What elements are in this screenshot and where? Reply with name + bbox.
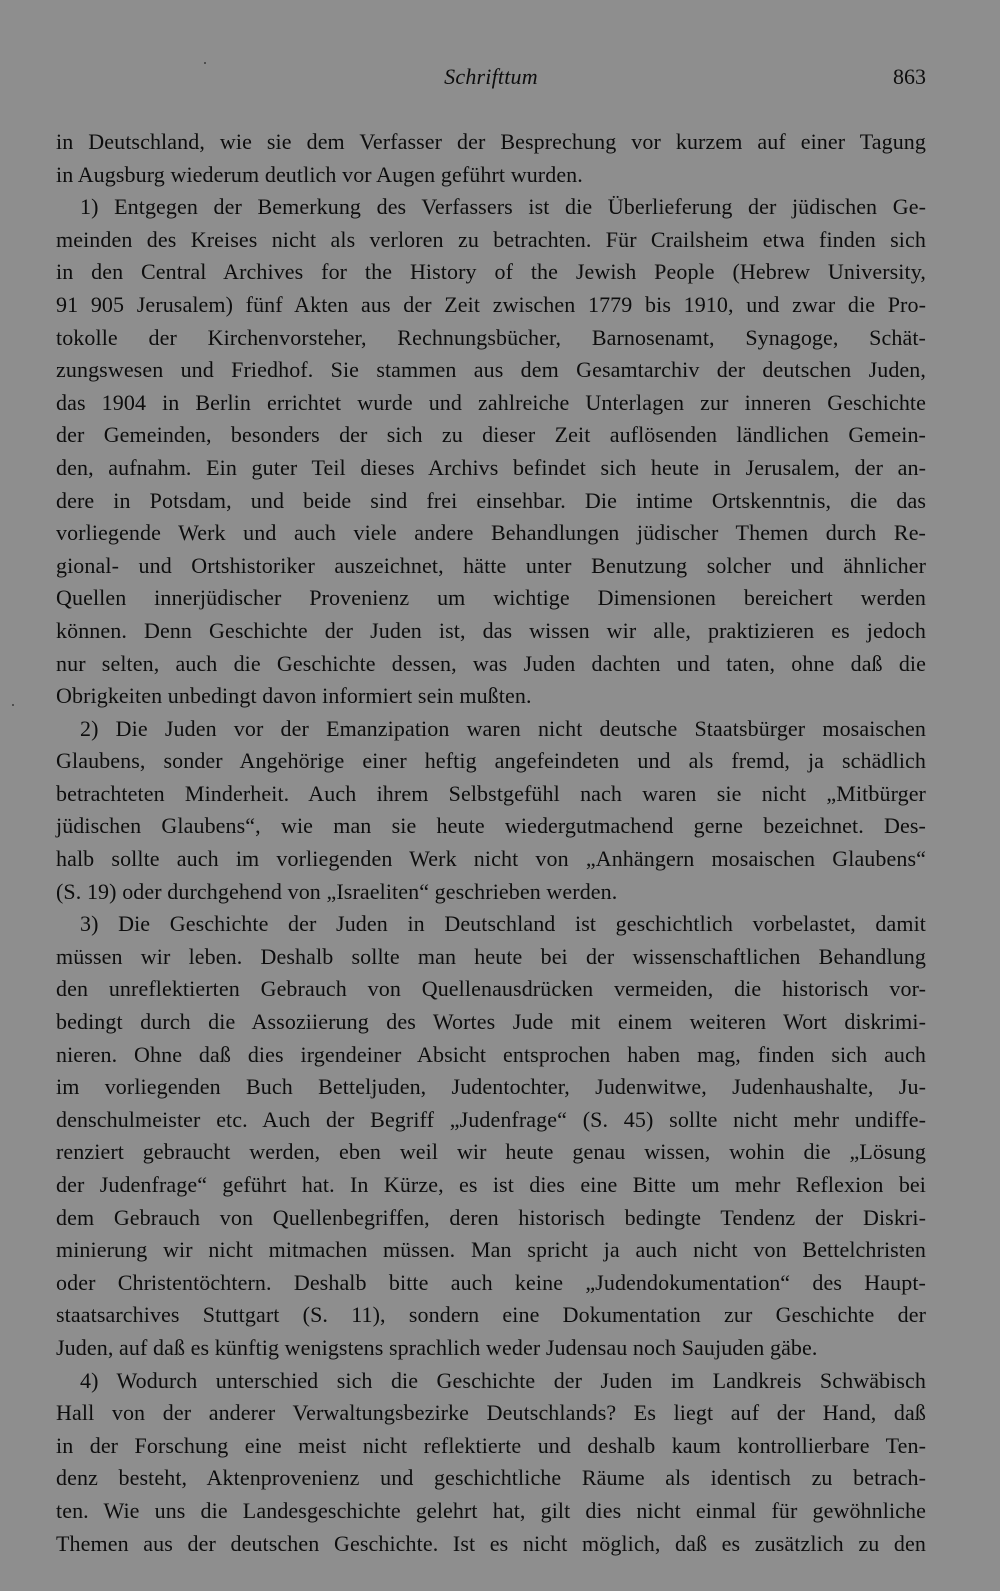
text-line: den unreflektierten Gebrauch von Quellenausdrücken vermeiden, die historisch vor- bbox=[56, 976, 926, 1002]
page-header bbox=[56, 64, 926, 98]
text-line: renziert gebraucht werden, eben weil wir heute genau wissen, wohin die „Lösung bbox=[56, 1139, 926, 1165]
text-line: nur selten, auch die Geschichte dessen, was Juden dachten und taten, ohne daß die bbox=[56, 650, 926, 676]
page-number: 863 bbox=[893, 64, 926, 89]
scan-speck bbox=[204, 62, 206, 64]
text-line: halb sollte auch im vorliegenden Werk nicht von „Anhängern mosaischen Glaubens“ bbox=[56, 846, 926, 872]
text-line: 3) Die Geschichte der Juden in Deutschland ist geschichtlich vorbelastet, damit bbox=[80, 911, 926, 937]
text-line: den, aufnahm. Ein guter Teil dieses Archivs befindet sich heute in Jerusalem, der an- bbox=[56, 454, 926, 480]
text-line: denschulmeister etc. Auch der Begriff „Judenfrage“ (S. 45) sollte nicht mehr undiffe- bbox=[56, 1106, 926, 1132]
text-line: bedingt durch die Assoziierung des Wortes Jude mit einem weiteren Wort diskrimi- bbox=[56, 1009, 926, 1035]
text-line: im vorliegenden Buch Betteljuden, Judentochter, Judenwitwe, Judenhaushalte, Ju- bbox=[56, 1074, 926, 1100]
text-line: Glaubens, sonder Angehörige einer heftig angefeindeten und als fremd, ja schädlich bbox=[56, 748, 926, 774]
body-text bbox=[56, 126, 926, 1560]
text-line: in der Forschung eine meist nicht reflektierte und deshalb kaum kontrollierbare Ten- bbox=[56, 1432, 926, 1458]
text-line: der Judenfrage“ geführt hat. In Kürze, es ist dies eine Bitte um mehr Reflexion bei bbox=[56, 1172, 926, 1197]
text-line: dere in Potsdam, und beide sind frei einsehbar. Die intime Ortskenntnis, die das bbox=[56, 487, 926, 513]
text-line: Juden, auf daß es künftig wenigstens sprachlich weder Judensau noch Saujuden gäbe. bbox=[56, 1334, 818, 1360]
text-line: müssen wir leben. Deshalb sollte man heute bei der wissenschaftlichen Behandlung bbox=[56, 943, 926, 969]
text-line: 1) Entgegen der Bemerkung des Verfassers ist die Überlieferung der jüdischen Ge- bbox=[80, 194, 926, 220]
text-line: nieren. Ohne daß dies irgendeiner Absicht entsprochen haben mag, finden sich auch bbox=[56, 1041, 926, 1067]
text-line: Obrigkeiten unbedingt davon informiert sein mußten. bbox=[56, 683, 532, 709]
text-line: in den Central Archives for the History of the Jewish People (Hebrew University, bbox=[56, 259, 926, 285]
text-line: Hall von der anderer Verwaltungsbezirke Deutschlands? Es liegt auf der Hand, daß bbox=[56, 1400, 926, 1426]
text-line: denz besteht, Aktenprovenienz und geschichtliche Räume als identisch zu betrach- bbox=[56, 1465, 926, 1491]
text-line: 2) Die Juden vor der Emanzipation waren nicht deutsche Staatsbürger mosaischen bbox=[80, 715, 926, 741]
text-line: das 1904 in Berlin errichtet wurde und zahlreiche Unterlagen zur inneren Geschichte bbox=[56, 389, 926, 415]
text-line: in Augsburg wiederum deutlich vor Augen geführt wurden. bbox=[56, 161, 583, 187]
text-line: staatsarchives Stuttgart (S. 11), sondern eine Dokumentation zur Geschichte der bbox=[56, 1302, 926, 1328]
text-line: meinden des Kreises nicht als verloren zu betrachten. Für Crailsheim etwa finden sich bbox=[56, 226, 926, 252]
text-line: der Gemeinden, besonders der sich zu dieser Zeit auflösenden ländlichen Gemein- bbox=[56, 422, 926, 448]
text-line: oder Christentöchtern. Deshalb bitte auch keine „Judendokumentation“ des Haupt- bbox=[56, 1269, 926, 1295]
text-line: tokolle der Kirchenvorsteher, Rechnungsbücher, Barnosenamt, Synagoge, Schät- bbox=[56, 324, 926, 350]
text-line: in Deutschland, wie sie dem Verfasser der Besprechung vor kurzem auf einer Tagung bbox=[56, 129, 926, 154]
text-line: Themen aus der deutschen Geschichte. Ist es nicht möglich, daß es zusätzlich zu den bbox=[56, 1530, 926, 1556]
text-line: jüdischen Glaubens“, wie man sie heute wiedergutmachend gerne bezeichnet. Des- bbox=[56, 813, 926, 839]
text-line: betrachteten Minderheit. Auch ihrem Selbstgefühl nach waren sie nicht „Mitbürger bbox=[56, 780, 926, 806]
text-line: 91 905 Jerusalem) fünf Akten aus der Zeit zwischen 1779 bis 1910, und zwar die Pro- bbox=[56, 291, 926, 317]
text-line: (S. 19) oder durchgehend von „Israeliten“ geschrieben werden. bbox=[56, 878, 618, 904]
text-line: zungswesen und Friedhof. Sie stammen aus dem Gesamtarchiv der deutschen Juden, bbox=[56, 357, 926, 383]
running-title: Schrifttum bbox=[444, 64, 538, 89]
text-line: gional- und Ortshistoriker auszeichnet, hätte unter Benutzung solcher und ähnlicher bbox=[56, 552, 926, 578]
text-line: Quellen innerjüdischer Provenienz um wichtige Dimensionen bereichert werden bbox=[56, 585, 926, 611]
text-line: ten. Wie uns die Landesgeschichte gelehrt hat, gilt dies nicht einmal für gewöhnliche bbox=[56, 1497, 926, 1523]
text-line: können. Denn Geschichte der Juden ist, das wissen wir alle, praktizieren es jedoch bbox=[56, 617, 926, 643]
text-line: dem Gebrauch von Quellenbegriffen, deren historisch bedingte Tendenz der Diskri- bbox=[56, 1204, 926, 1230]
text-line: minierung wir nicht mitmachen müssen. Man spricht ja auch nicht von Bettelchristen bbox=[56, 1237, 926, 1263]
text-line: 4) Wodurch unterschied sich die Geschichte der Juden im Landkreis Schwäbisch bbox=[80, 1367, 926, 1393]
scan-speck bbox=[12, 704, 14, 706]
text-line: vorliegende Werk und auch viele andere Behandlungen jüdischer Themen durch Re- bbox=[56, 520, 926, 546]
